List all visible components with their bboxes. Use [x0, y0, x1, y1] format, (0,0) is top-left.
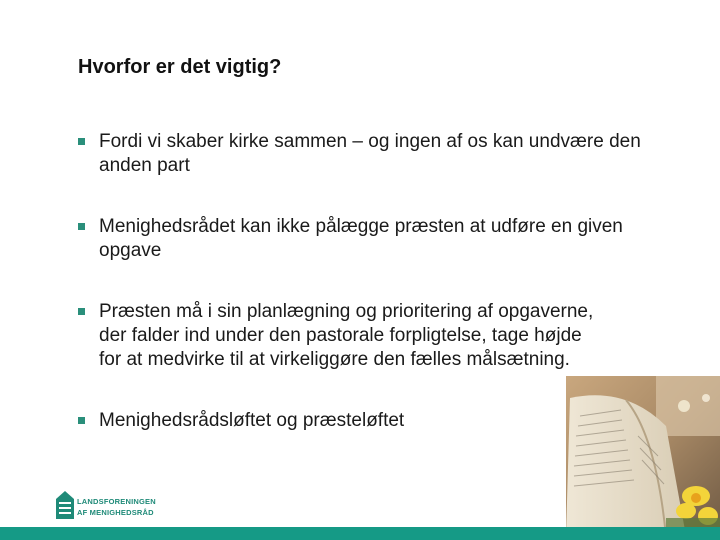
logo-line-1: LANDSFORENINGEN [77, 497, 156, 506]
bullet-item [78, 130, 678, 178]
bullet-text: Menighedsrådsløftet og præsteløftet [99, 410, 405, 431]
bullet-marker [78, 138, 85, 145]
footer-bar [0, 527, 720, 540]
bullet-text: Menighedsrådet kan ikke pålægge præsten at udføre en given opgave [99, 216, 623, 261]
bullet-text: Præsten må i sin planlægning og prioritering af opgaverne, der falder ind under den pastorale forpligtelse, tage højde for at medvirke til at virkeliggøre den fælles målsætning. [99, 301, 594, 370]
bullet-item [78, 300, 599, 372]
bullet-marker [78, 308, 85, 315]
slide-title: Hvorfor er det vigtig? [78, 56, 282, 78]
bullet-item [78, 215, 678, 263]
bullet-text: Fordi vi skaber kirke sammen – og ingen af os kan undvære den anden part [99, 131, 641, 176]
organization-logo [55, 491, 175, 521]
bullet-marker [78, 223, 85, 230]
church-logo-icon [55, 491, 75, 519]
logo-line-2: AF MENIGHEDSRÅD [77, 508, 154, 517]
open-book-photo [566, 376, 720, 536]
bullet-marker [78, 417, 85, 424]
